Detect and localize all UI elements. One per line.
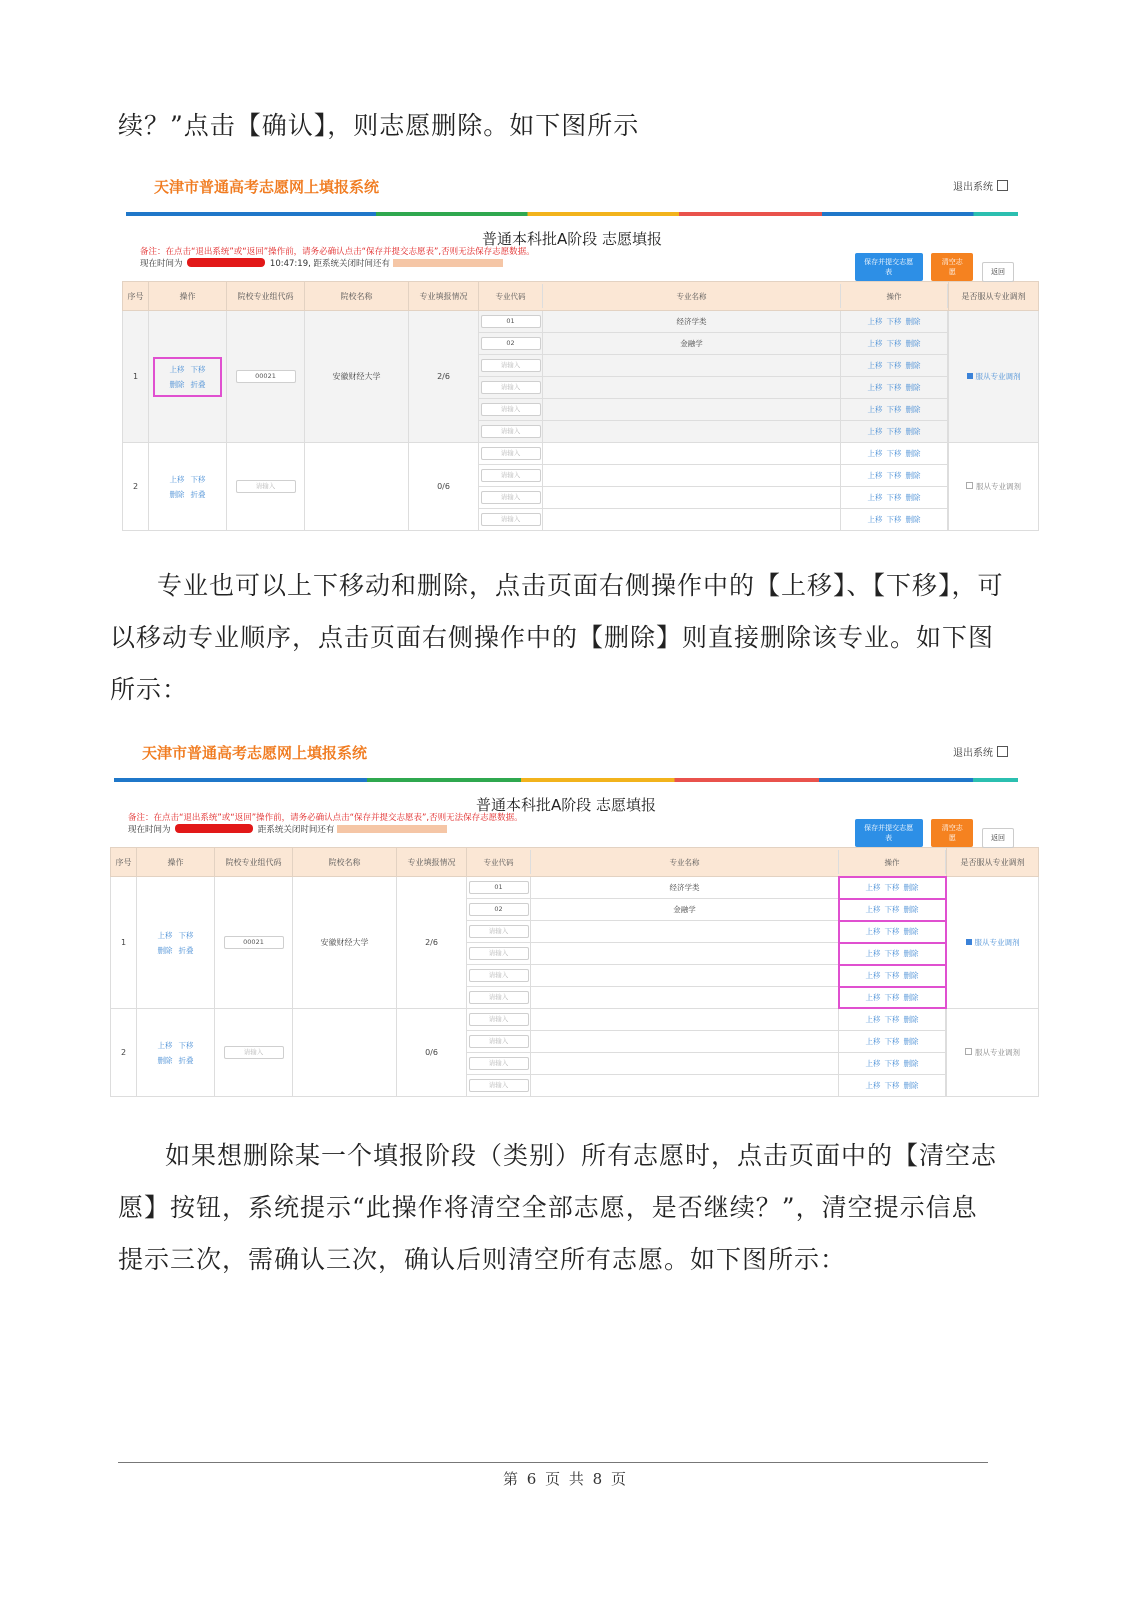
exit-icon (997, 180, 1008, 191)
row-no: 2 (111, 1009, 137, 1097)
major-down-link[interactable]: 下移 (884, 993, 900, 1002)
major-row (479, 509, 948, 531)
row-ops (137, 1009, 215, 1097)
header-group-code: 院校专业组代码 (227, 282, 305, 311)
major-row (467, 965, 946, 987)
app-title: 天津市普通高考志愿网上填报系统 (154, 178, 380, 196)
header-major-group (467, 848, 947, 877)
major-down-link[interactable]: 下移 (886, 471, 902, 480)
group-code-cell (215, 1009, 293, 1097)
major-ops-highlight (839, 965, 946, 987)
major-down-link[interactable]: 下移 (886, 449, 902, 458)
checkbox-icon (965, 1048, 972, 1055)
major-code-input[interactable]: 请输入 (469, 1035, 529, 1048)
major-code-input[interactable]: 请输入 (469, 1079, 529, 1092)
major-down-link[interactable]: 下移 (884, 883, 900, 892)
table-row (111, 877, 1039, 1009)
major-code-input[interactable]: 请输入 (481, 425, 541, 438)
major-row (467, 877, 946, 899)
exit-label: 退出系统 (953, 748, 993, 759)
time-value: 10:47:19, (269, 259, 311, 269)
move-up-link[interactable]: 上移 (169, 364, 185, 374)
exit-icon (997, 746, 1008, 757)
adjust-cell (947, 1009, 1039, 1097)
major-ops-highlight (839, 943, 946, 965)
major-up-link[interactable]: 上移 (865, 905, 881, 914)
major-code-input[interactable]: 请输入 (481, 491, 541, 504)
row-no: 2 (123, 443, 149, 531)
major-up-link[interactable]: 上移 (865, 1015, 881, 1024)
major-up-link[interactable]: 上移 (867, 471, 883, 480)
back-button[interactable]: 返回 (982, 828, 1014, 848)
exit-system-link[interactable] (953, 744, 1008, 759)
major-row (479, 333, 948, 355)
group-code-input[interactable]: 请输入 (236, 480, 296, 493)
major-ops-highlight (839, 921, 946, 943)
redaction-mark (187, 258, 265, 267)
major-down-link[interactable]: 下移 (886, 493, 902, 502)
major-ops-highlight (839, 877, 946, 899)
paragraph-3: 如果想删除某一个填报阶段（类别）所有志愿时，点击页面中的【清空志愿】按钮，系统提示“此操作将清空全部志愿，是否继续？”，清空提示信息提示三次，需确认三次，确认后则清空所有志愿。如下图所示： (118, 1141, 998, 1274)
table-row (111, 1009, 1039, 1097)
major-ops-highlight (839, 987, 946, 1009)
major-delete-link[interactable]: 删除 (905, 471, 921, 480)
major-name: 经济学类 (531, 877, 839, 899)
major-code-input[interactable]: 请输入 (469, 969, 529, 982)
toolbar (849, 819, 1014, 848)
major-code-input[interactable]: 请输入 (481, 469, 541, 482)
major-down-link[interactable]: 下移 (886, 339, 902, 348)
row-no: 1 (111, 877, 137, 1009)
major-code-input[interactable]: 请输入 (481, 359, 541, 372)
school-name: 安徽财经大学 (305, 311, 409, 443)
major-down-link[interactable]: 下移 (884, 905, 900, 914)
major-delete-link[interactable]: 删除 (903, 905, 919, 914)
app-title: 天津市普通高考志愿网上填报系统 (142, 744, 368, 762)
major-up-link[interactable]: 上移 (867, 405, 883, 414)
row-ops (137, 877, 215, 1009)
major-delete-link[interactable]: 删除 (903, 993, 919, 1002)
header-major-group (479, 282, 949, 311)
major-code-input[interactable]: 请输入 (469, 947, 529, 960)
major-code-input[interactable]: 请输入 (481, 381, 541, 394)
major-code-input[interactable]: 01 (481, 315, 541, 328)
table-header (111, 848, 1039, 877)
major-row (479, 421, 948, 443)
move-down-link[interactable]: 下移 (190, 474, 206, 484)
exit-system-link[interactable] (953, 178, 1008, 193)
adjust-cell (949, 443, 1039, 531)
major-list (479, 443, 949, 531)
major-name: 金融学 (543, 333, 841, 355)
blurred-remaining-time (337, 825, 447, 833)
move-down-link[interactable]: 下移 (178, 1040, 194, 1050)
notice-text: 备注：在点击“退出系统”或“返回”操作前，请务必确认点击“保存并提交志愿表”,否则无法保存志愿数据。 (140, 247, 535, 257)
major-delete-link[interactable]: 删除 (903, 949, 919, 958)
blurred-remaining-time (393, 259, 503, 267)
fill-status: 2/6 (409, 311, 479, 443)
header-adjust: 是否服从专业调剂 (949, 282, 1039, 311)
row-no: 1 (123, 311, 149, 443)
group-code-input[interactable]: 00021 (236, 370, 296, 383)
time-label: 现在时间为 (128, 825, 171, 835)
remain-label: 距系统关闭时间还有 (313, 259, 391, 269)
move-down-link[interactable]: 下移 (178, 930, 194, 940)
major-row (467, 1053, 946, 1075)
adjust-label: 服从专业调剂 (976, 482, 1021, 491)
group-code-input[interactable]: 00021 (224, 936, 284, 949)
major-code-input[interactable]: 02 (481, 337, 541, 350)
header-major-ops: 操作 (841, 284, 948, 308)
header-school: 院校名称 (293, 848, 397, 877)
screenshot-2 (110, 734, 1025, 1097)
row-ops (149, 311, 227, 443)
school-name (305, 443, 409, 531)
major-up-link[interactable]: 上移 (865, 927, 881, 936)
major-row (467, 899, 946, 921)
major-row (479, 311, 948, 333)
fold-link[interactable]: 折叠 (178, 945, 194, 955)
redaction-mark (175, 824, 253, 833)
paragraph-1: 续？”点击【确认】，则志愿删除。如下图所示 (118, 111, 640, 140)
major-up-link[interactable]: 上移 (867, 427, 883, 436)
major-up-link[interactable]: 上移 (867, 515, 883, 524)
major-code-input[interactable]: 请输入 (481, 403, 541, 416)
adjust-checkbox[interactable] (966, 482, 1021, 491)
major-row (479, 355, 948, 377)
time-row (140, 257, 1022, 277)
header-ops: 操作 (137, 848, 215, 877)
choice-table (122, 281, 1039, 531)
major-delete-link[interactable]: 删除 (903, 1037, 919, 1046)
major-down-link[interactable]: 下移 (886, 361, 902, 370)
major-up-link[interactable]: 上移 (865, 949, 881, 958)
toolbar (849, 253, 1014, 282)
major-delete-link[interactable]: 删除 (905, 515, 921, 524)
exit-label: 退出系统 (953, 182, 993, 193)
adjust-checkbox[interactable] (966, 938, 1020, 947)
paragraph-2: 专业也可以上下移动和删除，点击页面右侧操作中的【上移】、【下移】，可以移动专业顺序，点击页面右侧操作中的【删除】则直接删除该专业。如下图所示： (110, 571, 1004, 704)
major-delete-link[interactable]: 删除 (905, 339, 921, 348)
adjust-checkbox[interactable] (967, 372, 1021, 381)
major-row (467, 1009, 946, 1031)
header-major-name: 专业名称 (531, 850, 839, 874)
major-delete-link[interactable]: 删除 (905, 361, 921, 370)
table-row (123, 311, 1039, 443)
table-row (123, 443, 1039, 531)
header-major-code: 专业代码 (467, 850, 531, 874)
major-up-link[interactable]: 上移 (865, 883, 881, 892)
major-row (479, 377, 948, 399)
header-adjust: 是否服从专业调剂 (947, 848, 1039, 877)
app-header (122, 168, 1022, 208)
major-code-input[interactable]: 请输入 (469, 991, 529, 1004)
major-up-link[interactable]: 上移 (867, 339, 883, 348)
adjust-label: 服从专业调剂 (975, 1048, 1020, 1057)
major-list (467, 1009, 947, 1097)
major-delete-link[interactable]: 删除 (903, 971, 919, 980)
page-footer: 第 6 页 共 8 页 (503, 1470, 628, 1488)
delete-link[interactable]: 删除 (157, 1055, 173, 1065)
major-delete-link[interactable]: 删除 (903, 1015, 919, 1024)
form-title: 普通本科批A阶段 志愿填报 (481, 230, 663, 248)
screenshot-1 (122, 168, 1026, 531)
major-up-link[interactable]: 上移 (865, 1059, 881, 1068)
major-down-link[interactable]: 下移 (884, 1059, 900, 1068)
group-code-cell (227, 311, 305, 443)
major-up-link[interactable]: 上移 (867, 493, 883, 502)
major-delete-link[interactable]: 删除 (905, 383, 921, 392)
header-status: 专业填报情况 (409, 282, 479, 311)
adjust-label: 服从专业调剂 (975, 372, 1021, 381)
time-label: 现在时间为 (140, 259, 183, 269)
school-name: 安徽财经大学 (293, 877, 397, 1009)
major-delete-link[interactable]: 删除 (905, 427, 921, 436)
major-up-link[interactable]: 上移 (865, 1037, 881, 1046)
major-up-link[interactable]: 上移 (867, 449, 883, 458)
group-code-cell (215, 877, 293, 1009)
notice-text: 备注：在点击“退出系统”或“返回”操作前，请务必确认点击“保存并提交志愿表”,否则无法保存志愿数据。 (128, 813, 523, 823)
major-row (479, 443, 948, 465)
choice-table (110, 847, 1039, 1097)
fold-link[interactable]: 折叠 (190, 489, 206, 499)
adjust-checkbox[interactable] (965, 1048, 1020, 1057)
checkbox-icon (966, 482, 973, 489)
move-down-link[interactable]: 下移 (190, 364, 206, 374)
color-bar (126, 212, 1018, 216)
header-major-code: 专业代码 (479, 284, 543, 308)
major-down-link[interactable]: 下移 (886, 405, 902, 414)
major-code-input[interactable]: 请输入 (481, 513, 541, 526)
table-header (123, 282, 1039, 311)
major-down-link[interactable]: 下移 (884, 1015, 900, 1024)
header-status: 专业填报情况 (397, 848, 467, 877)
header-school: 院校名称 (305, 282, 409, 311)
clear-button[interactable]: 清空志愿 (931, 253, 973, 281)
major-row (467, 921, 946, 943)
major-list (467, 877, 947, 1009)
fold-link[interactable]: 折叠 (190, 379, 206, 389)
adjust-label: 服从专业调剂 (974, 938, 1020, 947)
row-ops-highlight (155, 359, 220, 395)
major-delete-link[interactable]: 删除 (903, 927, 919, 936)
major-down-link[interactable]: 下移 (886, 383, 902, 392)
move-up-link[interactable]: 上移 (157, 930, 173, 940)
header-ops: 操作 (149, 282, 227, 311)
major-name: 金融学 (531, 899, 839, 921)
major-delete-link[interactable]: 删除 (905, 405, 921, 414)
header-major-ops: 操作 (839, 850, 946, 874)
major-down-link[interactable]: 下移 (884, 949, 900, 958)
major-row (479, 399, 948, 421)
row-ops (149, 443, 227, 531)
major-delete-link[interactable]: 删除 (903, 1081, 919, 1090)
major-row (467, 943, 946, 965)
fill-status: 0/6 (397, 1009, 467, 1097)
group-code-cell (227, 443, 305, 531)
delete-link[interactable]: 删除 (169, 379, 185, 389)
major-code-input[interactable]: 01 (469, 881, 529, 894)
header-major-name: 专业名称 (543, 284, 841, 308)
adjust-cell (949, 311, 1039, 443)
major-up-link[interactable]: 上移 (865, 993, 881, 1002)
major-delete-link[interactable]: 删除 (905, 317, 921, 326)
major-down-link[interactable]: 下移 (884, 1081, 900, 1090)
major-up-link[interactable]: 上移 (867, 361, 883, 370)
major-delete-link[interactable]: 删除 (903, 1059, 919, 1068)
header-no: 序号 (111, 848, 137, 877)
major-ops-highlight (839, 899, 946, 921)
major-down-link[interactable]: 下移 (886, 427, 902, 436)
major-down-link[interactable]: 下移 (886, 515, 902, 524)
major-up-link[interactable]: 上移 (865, 971, 881, 980)
major-down-link[interactable]: 下移 (884, 1037, 900, 1046)
save-submit-button[interactable]: 保存并提交志愿表 (855, 819, 923, 847)
move-up-link[interactable]: 上移 (157, 1040, 173, 1050)
back-button[interactable]: 返回 (982, 262, 1014, 282)
checkbox-icon (967, 373, 973, 379)
major-delete-link[interactable]: 删除 (905, 493, 921, 502)
header-no: 序号 (123, 282, 149, 311)
major-delete-link[interactable]: 删除 (905, 449, 921, 458)
major-name: 经济学类 (543, 311, 841, 333)
adjust-cell (947, 877, 1039, 1009)
header-group-code: 院校专业组代码 (215, 848, 293, 877)
fold-link[interactable]: 折叠 (178, 1055, 194, 1065)
major-row (467, 1075, 946, 1097)
major-row (467, 1031, 946, 1053)
major-row (467, 987, 946, 1009)
app-header (110, 734, 1022, 774)
major-down-link[interactable]: 下移 (884, 927, 900, 936)
major-row (479, 465, 948, 487)
major-row (479, 487, 948, 509)
major-up-link[interactable]: 上移 (867, 317, 883, 326)
major-code-input[interactable]: 请输入 (481, 447, 541, 460)
major-up-link[interactable]: 上移 (867, 383, 883, 392)
major-code-input[interactable]: 请输入 (469, 1057, 529, 1070)
move-up-link[interactable]: 上移 (169, 474, 185, 484)
group-code-input[interactable]: 请输入 (224, 1046, 284, 1059)
clear-button[interactable]: 清空志愿 (931, 819, 973, 847)
major-code-input[interactable]: 请输入 (469, 925, 529, 938)
major-delete-link[interactable]: 删除 (903, 883, 919, 892)
major-up-link[interactable]: 上移 (865, 1081, 881, 1090)
remain-label: 距系统关闭时间还有 (257, 825, 335, 835)
form-title: 普通本科批A阶段 志愿填报 (475, 796, 657, 814)
school-name (293, 1009, 397, 1097)
checkbox-icon (966, 939, 972, 945)
major-down-link[interactable]: 下移 (886, 317, 902, 326)
major-down-link[interactable]: 下移 (884, 971, 900, 980)
major-code-input[interactable]: 02 (469, 903, 529, 916)
major-code-input[interactable]: 请输入 (469, 1013, 529, 1026)
delete-link[interactable]: 删除 (157, 945, 173, 955)
time-row (128, 823, 1022, 843)
major-list (479, 311, 949, 443)
footer-divider (118, 1462, 988, 1463)
fill-status: 0/6 (409, 443, 479, 531)
color-bar (114, 778, 1018, 782)
save-submit-button[interactable]: 保存并提交志愿表 (855, 253, 923, 281)
fill-status: 2/6 (397, 877, 467, 1009)
delete-link[interactable]: 删除 (169, 489, 185, 499)
